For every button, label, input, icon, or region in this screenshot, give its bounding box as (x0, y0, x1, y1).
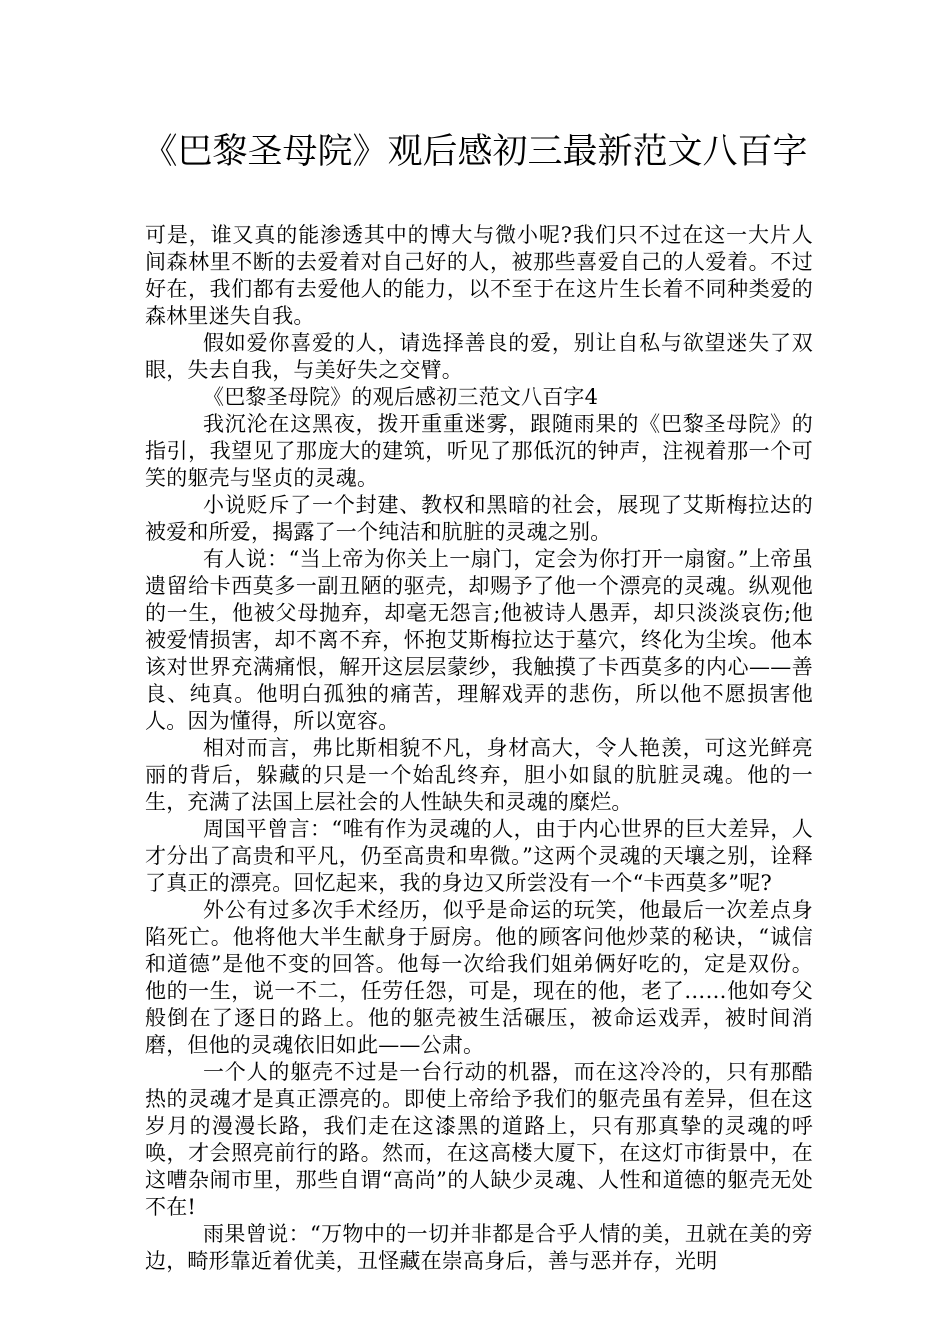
paragraph: 一个人的躯壳不过是一台行动的机器，而在这冷冷的，只有那酷热的灵魂才是真正漂亮的。即使上帝给予我们的躯壳虽有差异，但在这岁月的漫漫长路，我们走在这漆黑的道路上，只有那真挚的灵魂的呼唤，才会照亮前行的路。然而，在这高楼大厦下，在这灯市街景中，在这嘈杂闹市里，那些自谓“高尚”的人缺少灵魂、人性和道德的躯壳无处不在! (145, 1060, 813, 1219)
document-body (145, 222, 813, 1275)
document-title: 《巴黎圣母院》观后感初三最新范文八百字 (142, 132, 808, 172)
paragraph: 相对而言，弗比斯相貌不凡，身材高大，令人艳羡，可这光鲜亮丽的背后，躲藏的只是一个始乱终弃，胆小如鼠的肮脏灵魂。他的一生，充满了法国上层社会的人性缺失和灵魂的糜烂。 (145, 736, 813, 814)
paragraph: 可是，谁又真的能渗透其中的博大与微小呢?我们只不过在这一大片人间森林里不断的去爱着对自己好的人，被那些喜爱自己的人爱着。不过好在，我们都有去爱他人的能力，以不至于在这片生长着不同种类爱的森林里迷失自我。 (145, 223, 813, 328)
paragraph: 有人说：“当上帝为你关上一扇门，定会为你打开一扇窗。”上帝虽遗留给卡西莫多一副丑陋的驱壳，却赐予了他一个漂亮的灵魂。纵观他的一生，他被父母抛弃，却毫无怨言;他被诗人愚弄，却只淡淡哀伤;他被爱情损害，却不离不弃，怀抱艾斯梅拉达于墓穴，终化为尘埃。他本该对世界充满痛恨，解开这层层蒙纱，我触摸了卡西莫多的内心——善良、纯真。他明白孤独的痛苦，理解戏弄的悲伤，所以他不愿损害他人。因为懂得，所以宽容。 (145, 547, 813, 733)
paragraph: 我沉沦在这黑夜，拨开重重迷雾，跟随雨果的《巴黎圣母院》的指引，我望见了那庞大的建筑，听见了那低沉的钟声，注视着那一个可笑的躯壳与坚贞的灵魂。 (145, 412, 813, 490)
paragraph: 假如爱你喜爱的人，请选择善良的爱，别让自私与欲望迷失了双眼，失去自我，与美好失之交臂。 (145, 331, 813, 382)
paragraph: 雨果曾说：“万物中的一切并非都是合乎人情的美，丑就在美的旁边，畸形靠近着优美，丑怪藏在崇高身后，善与恶并存，光明 (145, 1222, 813, 1273)
paragraph: 外公有过多次手术经历，似乎是命运的玩笑，他最后一次差点身陷死亡。他将他大半生献身于厨房。他的顾客问他炒菜的秘诀，“诚信和道德”是他不变的回答。他每一次给我们姐弟俩好吃的，定是双份。他的一生，说一不二，任劳任怨，可是，现在的他，老了……他如夸父般倒在了逐日的路上。他的躯壳被生活碾压，被命运戏弄，被时间消磨，但他的灵魂依旧如此——公肃。 (145, 898, 813, 1057)
section-heading: 《巴黎圣母院》的观后感初三范文八百字4 (203, 385, 599, 409)
paragraph: 周国平曾言：“唯有作为灵魂的人，由于内心世界的巨大差异，人才分出了高贵和平凡，仍至高贵和卑微。”这两个灵魂的天壤之别，诠释了真正的漂亮。回忆起来，我的身边又所尝没有一个“卡西莫多”呢? (145, 817, 813, 895)
paragraph: 小说贬斥了一个封建、教权和黑暗的社会，展现了艾斯梅拉达的被爱和所爱，揭露了一个纯洁和肮脏的灵魂之别。 (145, 493, 813, 544)
